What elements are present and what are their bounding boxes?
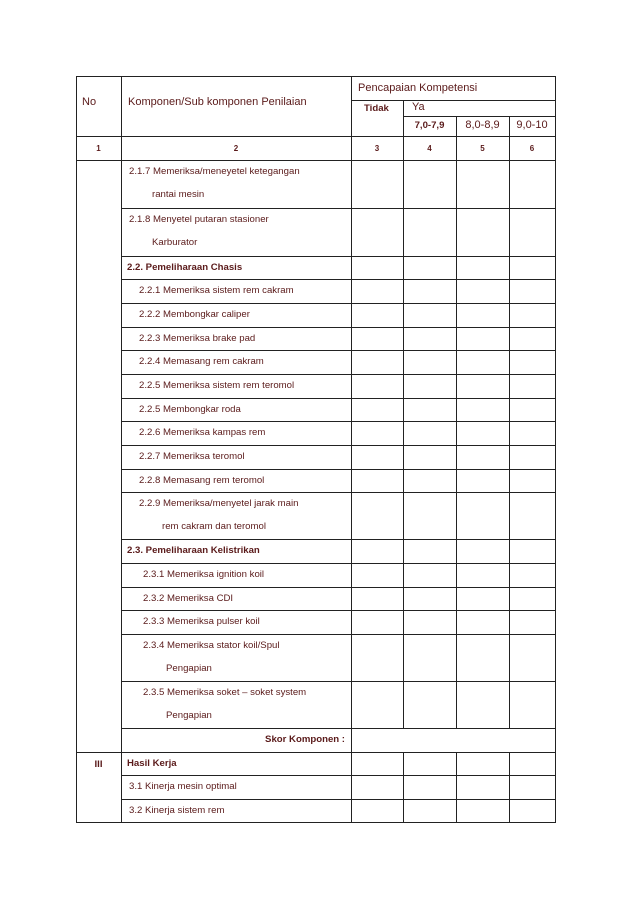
row-label: 2.3.3 Memeriksa pulser koil [143, 616, 260, 627]
row-label: 2.3.5 Memeriksa soket – soket system [143, 687, 307, 698]
row-label: 2.2.7 Memeriksa teromol [139, 451, 245, 462]
grid-line [76, 76, 556, 77]
header-range2: 8,0-8,9 [465, 119, 500, 131]
grid-line [76, 822, 556, 823]
row-label: 2.2.6 Memeriksa kampas rem [139, 427, 266, 438]
grid-line [121, 279, 556, 280]
grid-line [351, 76, 352, 823]
grid-line [121, 775, 556, 776]
grid-line [121, 799, 556, 800]
grid-line [121, 398, 556, 399]
grid-line [509, 752, 510, 823]
grid-line [351, 100, 556, 101]
header-range3: 9,0-10 [516, 119, 548, 131]
grid-line [76, 160, 556, 161]
grid-line [121, 563, 556, 564]
assessment-table [76, 76, 556, 822]
row-label: Skor Komponen : [265, 734, 345, 745]
row-label: 2.2.4 Memasang rem cakram [139, 356, 264, 367]
column-number: 4 [427, 144, 432, 153]
header-pencapaian: Pencapaian Kompetensi [358, 82, 478, 94]
column-number: 1 [96, 144, 101, 153]
header-range1: 7,0-7,9 [414, 120, 445, 131]
row-label: Karburator [152, 237, 198, 248]
grid-line [121, 76, 122, 823]
grid-line [121, 374, 556, 375]
row-label: 2.2. Pemeliharaan Chasis [127, 262, 243, 273]
row-label: 3.2 Kinerja sistem rem [129, 805, 225, 816]
grid-line [121, 256, 556, 257]
row-label: 2.1.8 Menyetel putaran stasioner [129, 214, 269, 225]
grid-line [76, 136, 556, 137]
grid-line [121, 587, 556, 588]
grid-line [121, 539, 556, 540]
grid-line [121, 303, 556, 304]
header-tidak: Tidak [364, 103, 389, 114]
row-label: rantai mesin [152, 189, 205, 200]
row-label: 2.3.2 Memeriksa CDI [143, 593, 234, 604]
row-label: 2.2.3 Memeriksa brake pad [139, 333, 256, 344]
row-label: Pengapian [166, 663, 212, 674]
grid-line [555, 76, 556, 823]
header-komponen: Komponen/Sub komponen Penilaian [128, 96, 307, 108]
column-number: 6 [529, 144, 535, 153]
row-label: 2.2.5 Membongkar roda [139, 404, 241, 415]
column-number: 2 [233, 144, 239, 153]
grid-line [121, 445, 556, 446]
row-label: 2.2.1 Memeriksa sistem rem cakram [139, 285, 294, 296]
grid-line [403, 752, 404, 823]
row-label: 2.2.2 Membongkar caliper [139, 309, 250, 320]
column-number: 3 [374, 144, 380, 153]
row-label: 2.2.5 Memeriksa sistem rem teromol [139, 380, 295, 391]
grid-line [456, 752, 457, 823]
header-no: No [82, 96, 97, 108]
row-label: Hasil Kerja [127, 758, 177, 769]
grid-line [121, 634, 556, 635]
grid-line [121, 327, 556, 328]
header-ya: Ya [412, 101, 425, 113]
grid-line [121, 350, 556, 351]
grid-line [403, 116, 556, 117]
grid-line [76, 752, 556, 753]
row-label: 2.3.4 Memeriksa stator koil/Spul [143, 640, 280, 651]
row-label: 2.3.1 Memeriksa ignition koil [143, 569, 265, 580]
column-number: 5 [480, 144, 485, 153]
row-label: 2.2.8 Memasang rem teromol [139, 475, 265, 486]
row-label: 2.1.7 Memeriksa/meneyetel ketegangan [129, 166, 300, 177]
grid-line [121, 681, 556, 682]
grid-line [121, 728, 556, 729]
grid-line [121, 610, 556, 611]
row-label: 2.3. Pemeliharaan Kelistrikan [127, 545, 260, 556]
grid-line [121, 208, 556, 209]
grid-line [121, 421, 556, 422]
row-label: 2.2.9 Memeriksa/menyetel jarak main [139, 498, 299, 509]
row-label: rem cakram dan teromol [162, 521, 266, 532]
grid-line [76, 76, 77, 823]
grid-line [121, 492, 556, 493]
row-number: III [94, 759, 103, 770]
grid-line [121, 469, 556, 470]
row-label: 3.1 Kinerja mesin optimal [129, 781, 237, 792]
row-label: Pengapian [166, 710, 212, 721]
